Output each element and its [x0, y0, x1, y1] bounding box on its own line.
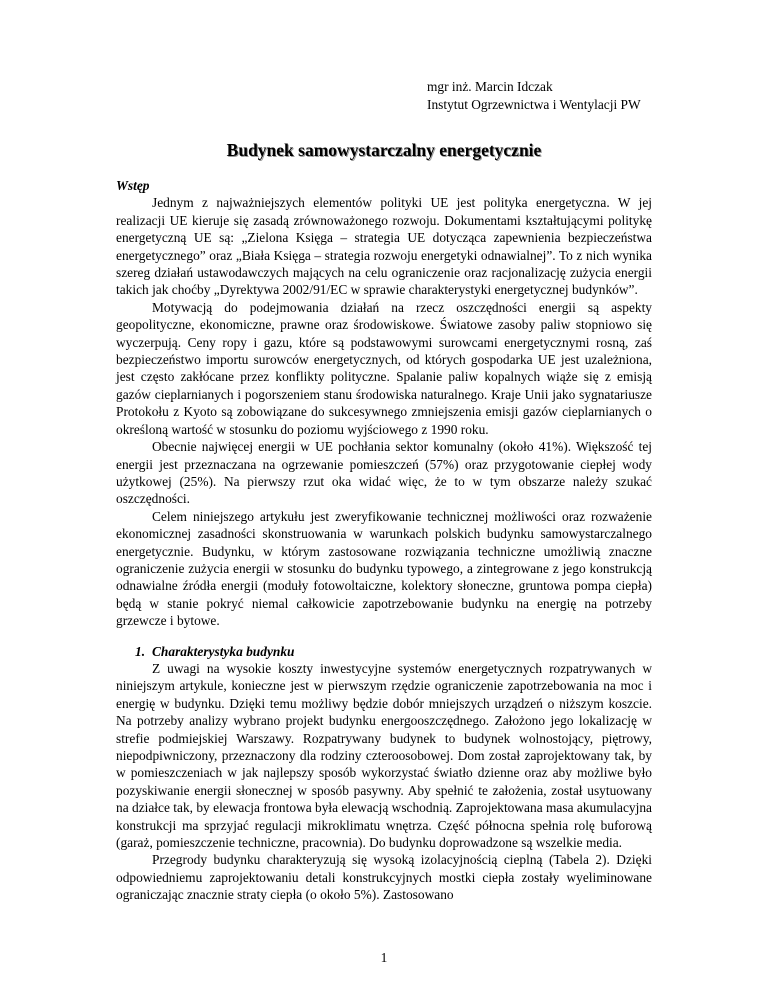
section-1-title: Charakterystyka budynku: [152, 643, 295, 659]
document-body: [116, 177, 652, 904]
intro-paragraph-1: Jednym z najważniejszych elementów polityki UE jest polityka energetyczna. W jej realizacji UE kieruje się zasadą zrównoważonego rozwoju. Dokumentami kształtującymi politykę energetyczną UE są: „Zielona Księga – strategia UE dotycząca zapewnienia bezpieczeństwa energetycznego” oraz „Biała Księga – strategia rozwoju energetyki odnawialnej”. To z nich wynika szereg działań ustawodawczych mających na celu ograniczenie oraz racjonalizację zużycia energii takich jak choćby „Dyrektywa 2002/91/EC w sprawie charakterystyki energetycznej budynków”.: [116, 195, 652, 298]
author-affiliation: Instytut Ogrzewnictwa i Wentylacji PW: [427, 97, 641, 112]
section-1-heading: [116, 643, 652, 660]
intro-heading: Wstęp: [116, 178, 150, 193]
section-1-paragraph-2: Przegrody budynku charakteryzują się wysoką izolacyjnością cieplną (Tabela 2). Dzięki odpowiedniemu zaprojektowaniu detali konstrukcyjnych mostki ciepła zostały wyeliminowane ograniczając znacznie straty ciepła (o około 5%). Zastosowano: [116, 852, 652, 903]
section-1-paragraph-1: Z uwagi na wysokie koszty inwestycyjne systemów energetycznych rozpatrywanych w niniejszym artykule, konieczne jest w pierwszym rzędzie ograniczenie zapotrzebowania na moc i energię w budynku. Dzięki temu możliwy będzie dobór mniejszych urządzeń o niższym koszcie. Na potrzeby analizy wybrano projekt budynku energooszczędnego. Założono jego lokalizację w strefie podmiejskiej Warszawy. Rozpatrywany budynek to budynek wolnostojący, piętrowy, niepodpiwniczony, przeznaczony dla rodziny czteroosobowej. Dom został zaprojektowany tak, by w pomieszczeniach w jak najlepszy sposób wykorzystać światło dzienne oraz aby możliwe było pozyskiwanie energii słonecznej w sposób pasywny. Aby spełnić te założenia, został usytuowany na działce tak, by elewacja frontowa była elewacją wschodnią. Zaprojektowana masa akumulacyjna konstrukcji ma sprzyjać regulacji mikroklimatu wnętrza. Część północna spełnia rolę buforową (garaż, pomieszczenie techniczne, pracownia). Do budynku doprowadzone są wszelkie media.: [116, 660, 652, 851]
page-title: Budynek samowystarczalny energetycznie: [226, 140, 542, 160]
author-block: [427, 78, 641, 114]
intro-paragraph-3: Obecnie najwięcej energii w UE pochłania sektor komunalny (około 41%). Większość tej energii jest przeznaczana na ogrzewanie pomieszczeń (57%) oraz przygotowanie ciepłej wody użytkowej (25%). Na pierwszy rzut oka widać więc, że to w tym obszarze należy szukać oszczędności.: [116, 439, 652, 507]
page-number: 1: [380, 950, 388, 965]
section-1-number: 1.: [135, 643, 146, 659]
intro-paragraph-2: Motywacją do podejmowania działań na rzecz oszczędności energii są aspekty geopolityczne, ekonomiczne, prawne oraz środowiskowe. Światowe zasoby paliw stopniowo się wyczerpują. Ceny ropy i gazu, które są podstawowymi surowcami energetycznymi rosną, zaś bezpieczeństwo importu surowców energetycznych, od których gospodarka UE jest uzależniona, jest często zakłócane przez konflikty polityczne. Spalanie paliw kopalnych wiąże się z emisją gazów cieplarnianych i pogorszeniem stanu środowiska naturalnego. Kraje Unii jako sygnatariusze Protokołu z Kyoto są zobowiązane do sukcesywnego zmniejszenia emisji gazów cieplarnianych o określoną wartość w stosunku do poziomu wyjściowego z 1990 roku.: [116, 299, 652, 437]
intro-paragraph-4: Celem niniejszego artykułu jest zweryfikowanie technicznej możliwości oraz rozważenie ekonomicznej zasadności skonstruowania w warunkach polskich budynku samowystarczalnego energetycznie. Budynku, w którym zastosowane rozwiązania techniczne umożliwią znaczne ograniczenie zużycia energii w stosunku do budynku typowego, a zintegrowane z jego konstrukcją odnawialne źródła energii (moduły fotowoltaiczne, kolektory słoneczne, gruntowa pompa ciepła) będą w stanie pokryć niemal całkowicie zapotrzebowanie budynku na energię na potrzeby grzewcze i bytowe.: [116, 508, 652, 629]
author-name: mgr inż. Marcin Idczak: [427, 79, 553, 94]
